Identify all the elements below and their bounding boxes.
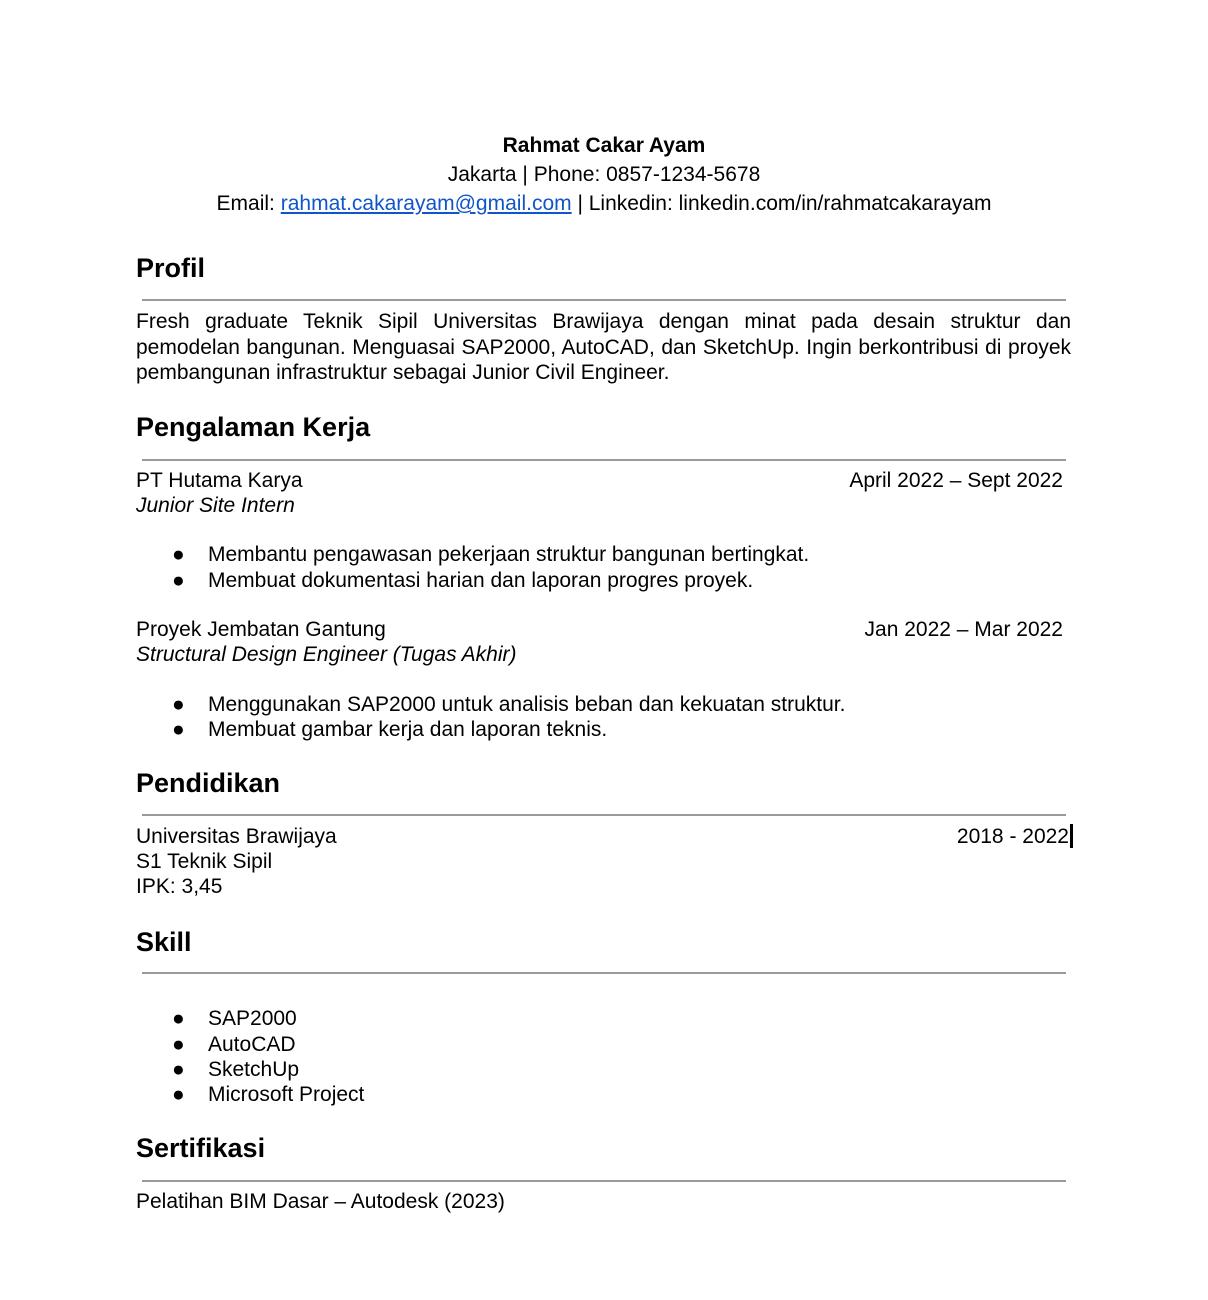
- certification-divider: [142, 1180, 1066, 1182]
- certification-heading: Sertifikasi: [136, 1133, 266, 1163]
- profil-heading: Profil: [136, 253, 206, 283]
- education-school: Universitas Brawijaya: [136, 825, 337, 848]
- skill-item: Microsoft Project: [208, 1083, 365, 1106]
- bullet-icon: ●: [172, 1007, 185, 1030]
- certification-item: Pelatihan BIM Dasar – Autodesk (2023): [136, 1190, 505, 1213]
- profil-divider: [142, 299, 1066, 301]
- candidate-name: Rahmat Cakar Ayam: [502, 134, 706, 157]
- education-degree: S1 Teknik Sipil: [136, 850, 273, 873]
- bullet-icon: ●: [172, 1058, 185, 1081]
- email-label: Email:: [216, 192, 281, 215]
- profil-text: Fresh graduate Teknik Sipil Universitas Brawijaya dengan minat pada desain struktur dan pemodelan bangunan. Menguasai SAP2000, AutoCAD, dan SketchUp. Ingin berkontribusi di proyek pembangunan infrastruktur sebagai Junior Civil Engineer.: [136, 310, 1071, 384]
- job-dates: Jan 2022 – Mar 2022: [864, 618, 1063, 641]
- bullet-icon: ●: [172, 569, 185, 592]
- education-heading: Pendidikan: [136, 768, 281, 798]
- education-divider: [142, 814, 1066, 816]
- job-bullet: Membantu pengawasan pekerjaan struktur bangunan bertingkat.: [208, 543, 810, 566]
- skills-heading: Skill: [136, 927, 192, 957]
- bullet-icon: ●: [172, 543, 185, 566]
- bullet-icon: ●: [172, 1033, 185, 1056]
- skill-item: SketchUp: [208, 1058, 300, 1081]
- contact-line: [0, 191, 1208, 216]
- job-company: PT Hutama Karya: [136, 469, 303, 492]
- location-phone: Jakarta | Phone: 0857-1234-5678: [447, 163, 761, 186]
- job-bullet: Membuat dokumentasi harian dan laporan progres proyek.: [208, 569, 754, 592]
- bullet-icon: ●: [172, 1083, 185, 1106]
- education-gpa: IPK: 3,45: [136, 875, 223, 898]
- bullet-icon: ●: [172, 693, 185, 716]
- job-bullet: Menggunakan SAP2000 untuk analisis beban dan kekuatan struktur.: [208, 693, 846, 716]
- linkedin-text: | Linkedin: linkedin.com/in/rahmatcakarayam: [571, 192, 992, 215]
- skills-divider: [142, 972, 1066, 974]
- bullet-icon: ●: [172, 718, 185, 741]
- education-dates: 2018 - 2022: [956, 825, 1069, 848]
- experience-heading: Pengalaman Kerja: [136, 412, 371, 442]
- job-company: Proyek Jembatan Gantung: [136, 618, 386, 641]
- email-link[interactable]: rahmat.cakarayam@gmail.com: [280, 192, 572, 215]
- job-bullet: Membuat gambar kerja dan laporan teknis.: [208, 718, 608, 741]
- skill-item: SAP2000: [208, 1007, 297, 1030]
- job-role: Structural Design Engineer (Tugas Akhir): [136, 643, 517, 666]
- job-dates: April 2022 – Sept 2022: [849, 469, 1063, 492]
- text-cursor: [1070, 824, 1073, 848]
- job-role: Junior Site Intern: [136, 494, 295, 517]
- skill-item: AutoCAD: [208, 1033, 296, 1056]
- experience-divider: [142, 459, 1066, 461]
